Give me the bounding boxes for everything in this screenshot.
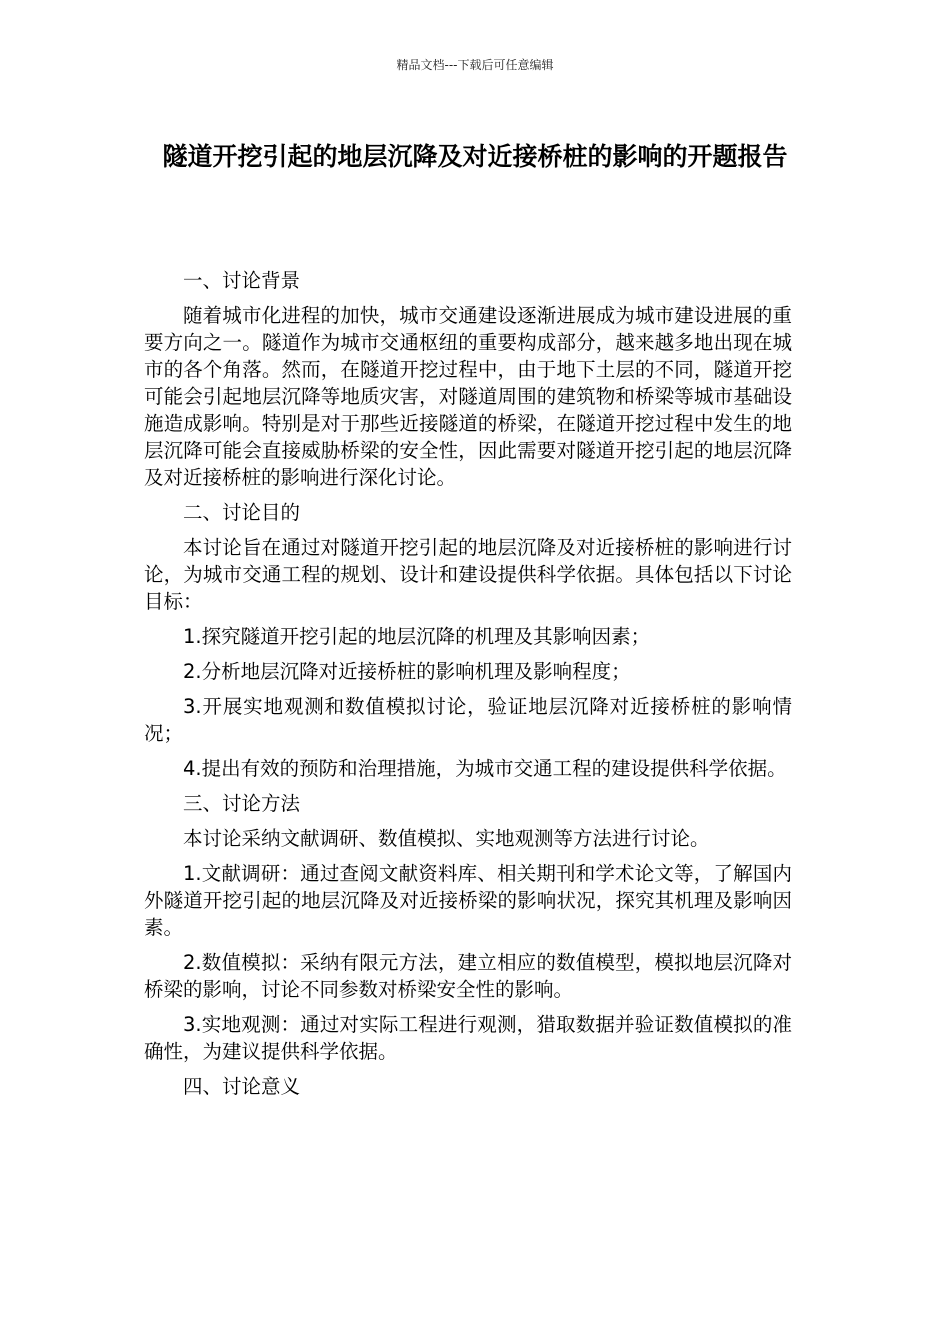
method-item-2: 2.数值模拟：采纳有限元方法，建立相应的数值模型，模拟地层沉降对桥梁的影响，讨论不同参数对桥梁安全性的影响。 <box>144 951 792 1001</box>
purpose-intro: 本讨论旨在通过对隧道开挖引起的地层沉降及对近接桥桩的影响进行讨论，为城市交通工程的规划、设计和建设提供科学依据。具体包括以下讨论目标： <box>144 536 792 613</box>
section-heading-method: 三、讨论方法 <box>183 792 301 815</box>
section-heading-significance: 四、讨论意义 <box>183 1075 301 1098</box>
background-paragraph: 随着城市化进程的加快，城市交通建设逐渐进展成为城市建设进展的重要方向之一。隧道作为城市交通枢纽的重要构成部分，越来越多地出现在城市的各个角落。然而，在隧道开挖过程中，由于地下土层的不同，隧道开挖可能会引起地层沉降等地质灾害，对隧道周围的建筑物和桥梁等城市基础设施造成影响。特别是对于那些近接隧道的桥梁，在隧道开挖过程中发生的地层沉降可能会直接威胁桥梁的安全性，因此需要对隧道开挖引起的地层沉降及对近接桥桩的影响进行深化讨论。 <box>144 304 792 489</box>
section-heading-background: 一、讨论背景 <box>183 269 301 292</box>
method-intro: 本讨论采纳文献调研、数值模拟、实地观测等方法进行讨论。 <box>183 827 710 850</box>
purpose-goal-1: 1.探究隧道开挖引起的地层沉降的机理及其影响因素； <box>183 625 651 648</box>
purpose-goal-3: 3.开展实地观测和数值模拟讨论，验证地层沉降对近接桥桩的影响情况； <box>144 695 792 745</box>
method-item-3: 3.实地观测：通过对实际工程进行观测，猎取数据并验证数值模拟的准确性，为建议提供科学依据。 <box>144 1013 792 1063</box>
document-body <box>144 267 792 1108</box>
purpose-goal-2: 2.分析地层沉降对近接桥桩的影响机理及影响程度； <box>183 660 631 683</box>
section-heading-purpose: 二、讨论目的 <box>183 501 301 524</box>
purpose-goal-4: 4.提出有效的预防和治理措施，为城市交通工程的建设提供科学依据。 <box>183 757 787 780</box>
method-item-1: 1.文献调研：通过查阅文献资料库、相关期刊和学术论文等，了解国内外隧道开挖引起的地层沉降及对近接桥梁的影响状况，探究其机理及影响因素。 <box>144 862 792 939</box>
page-header: 精品文档---下载后可任意编辑 <box>396 58 554 72</box>
document-title: 隧道开挖引起的地层沉降及对近接桥桩的影响的开题报告 <box>162 142 788 171</box>
